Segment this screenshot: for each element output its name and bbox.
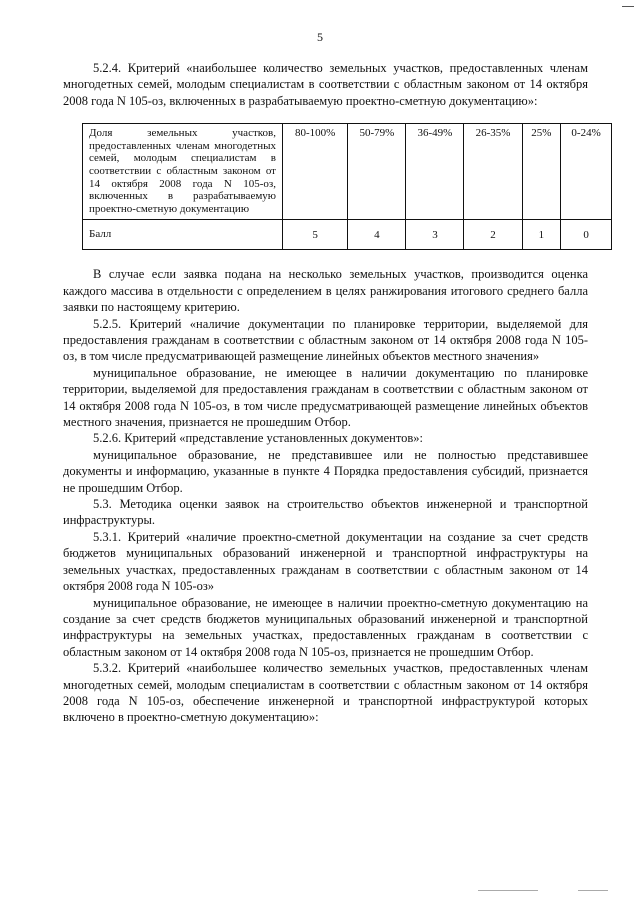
paragraph-5-3-2: 5.3.2. Критерий «наибольшее количество земельных участков, предоставленных членам многодетных семей, молодым специалистам в соответствии с областным законом от 14 октября 2008 года N 105-оз, обеспечение инженерной и транспортной инфраструктурой которых включено в проектно-сметную документацию»: [63, 661, 588, 725]
paragraph-averaging-note: В случае если заявка подана на несколько земельных участков, производится оценка каждого массива в отдельности с определением в целях ранжирования итогового среднего балла заявки по настоящему критерию. [63, 267, 588, 315]
table-cell-range: 25% [522, 124, 561, 220]
table-cell-range: 50-79% [348, 124, 406, 220]
criteria-table [82, 123, 612, 250]
table-cell-range: 80-100% [283, 124, 348, 220]
paragraph-5-3-1: 5.3.1. Критерий «наличие проектно-сметной документации на создание за счет средств бюджетов муниципальных образований инженерной и транспортной инфраструктуры на земельных участках, предоставленных гражданам в соответствии с областным законом от 14 октября 2008 года N 105-оз» [63, 529, 588, 594]
table-cell-score: 4 [348, 220, 406, 250]
table-cell-range: 36-49% [406, 124, 464, 220]
paragraph-5-3: 5.3. Методика оценки заявок на строительство объектов инженерной и транспортной инфраструктуры. [63, 497, 588, 528]
document-body [63, 60, 601, 726]
table-cell-score: 1 [522, 220, 561, 250]
table-row [83, 220, 612, 250]
paragraph-5-2-6: 5.2.6. Критерий «представление установленных документов»: [93, 431, 423, 446]
paragraph-5-2-4: 5.2.4. Критерий «наибольшее количество земельных участков, предоставленных членам многодетных семей, молодым специалистам в соответствии с областным законом от 14 октября 2008 года N 105-оз, включенных в разрабатываемую проектно-сметную документацию»: [63, 61, 588, 108]
table-row-label: Балл [83, 220, 283, 250]
scan-artifact [478, 890, 538, 891]
paragraph-5-3-1-condition: муниципальное образование, не имеющее в наличии проектно-сметную документацию на создание за счет средств бюджетов муниципальных образований инженерной и транспортной инфраструктуры на земельных участках, предоставленных гражданам в соответствии с областным законом от 14 октября 2008 года N 105-оз, признается не прошедшим Отбор. [63, 595, 588, 659]
paragraph-5-2-6-condition: муниципальное образование, не представившее или не полностью представившее документы и информацию, указанные в пункте 4 Порядка предоставления субсидий, признается не прошедшим Отбор. [63, 447, 588, 495]
table-cell-score: 0 [561, 220, 612, 250]
paragraph-5-2-5: 5.2.5. Критерий «наличие документации по планировке территории, выделяемой для предоставления гражданам в соответствии с областным законом от 14 октября 2008 года N 105-оз, в том числе предусматривающей размещение линейных объектов местного значения» [63, 316, 588, 364]
table-row-label: Доля земельных участков, предоставленных членам многодетных семей, молодым специалистам в соответствии с областным законом от 14 октября 2008 года N 105-оз, включенных в разрабатываемую проектно-сметную документацию [83, 124, 283, 220]
table-cell-range: 0-24% [561, 124, 612, 220]
paragraph-5-2-5-condition: муниципальное образование, не имеющее в наличии документацию по планировке территории, выделяемой для предоставления гражданам в соответствии с областным законом от 14 октября 2008 года N 105-оз, в том числе предусматривающей размещение линейных объектов местного значения, признается не прошедшим Отбор. [63, 365, 588, 430]
page-number: 5 [317, 30, 323, 44]
table-row [83, 124, 612, 220]
scan-artifact [622, 6, 634, 7]
table-cell-score: 3 [406, 220, 464, 250]
table-cell-score: 5 [283, 220, 348, 250]
table-cell-range: 26-35% [464, 124, 522, 220]
scan-artifact [578, 890, 608, 891]
table-cell-score: 2 [464, 220, 522, 250]
